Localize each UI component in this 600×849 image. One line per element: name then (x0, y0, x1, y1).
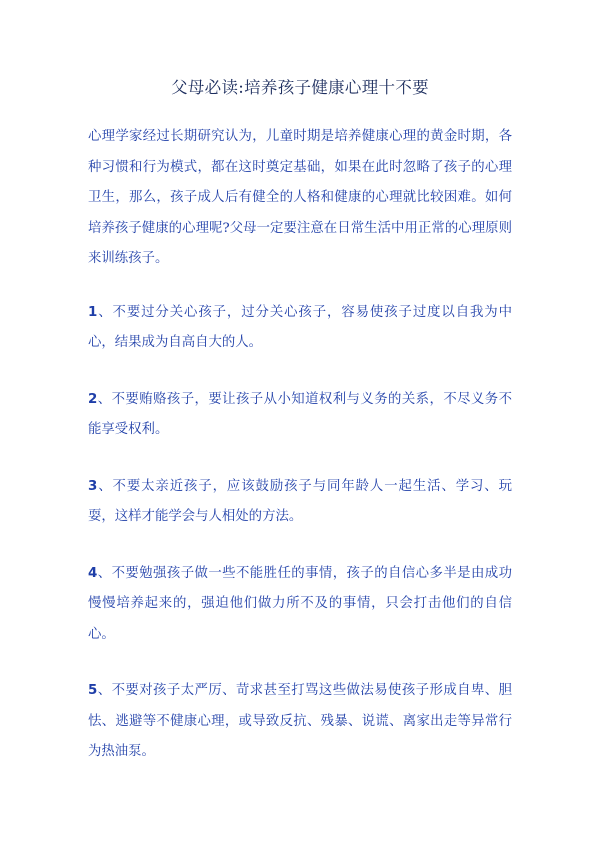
item-number: 2 (88, 391, 98, 407)
item-text: 、不要太亲近孩子，应该鼓励孩子与同年龄人一起生活、学习、玩耍，这样才能学会与人相处的方法。 (88, 478, 512, 524)
item-text: 、不要对孩子太严厉、苛求甚至打骂这些做法易使孩子形成自卑、胆怯、逃避等不健康心理，或导致反抗、残暴、说谎、离家出走等异常行为热油泵。 (88, 683, 512, 759)
item-number: 4 (88, 565, 98, 581)
list-item (88, 676, 512, 768)
list-item (88, 472, 512, 533)
item-text: 、不要过分关心孩子，过分关心孩子，容易使孩子过度以自我为中心，结果成为自高自大的人。 (88, 304, 512, 350)
item-number: 1 (88, 304, 98, 320)
item-number: 5 (88, 683, 98, 698)
document-title: 父母必读:培养孩子健康心理十不要 (171, 78, 429, 97)
item-text: 、不要贿赂孩子，要让孩子从小知道权利与义务的关系，不尽义务不能享受权利。 (88, 391, 512, 437)
intro-paragraph: 心理学家经过长期研究认为，儿童时期是培养健康心理的黄金时期，各种习惯和行为模式，都在这时奠定基础，如果在此时忽略了孩子的心理卫生，那么，孩子成人后有健全的人格和健康的心理就比较困难。如何培养孩子健康的心理呢?父母一定要注意在日常生活中用正常的心理原则来训练孩子。 (88, 129, 512, 266)
list-item (88, 298, 512, 359)
list-item (88, 559, 512, 651)
item-text: 、不要勉强孩子做一些不能胜任的事情，孩子的自信心多半是由成功慢慢培养起来的，强迫他们做力所不及的事情，只会打击他们的自信心。 (88, 565, 512, 642)
list-item (88, 385, 512, 446)
item-number: 3 (88, 478, 98, 494)
